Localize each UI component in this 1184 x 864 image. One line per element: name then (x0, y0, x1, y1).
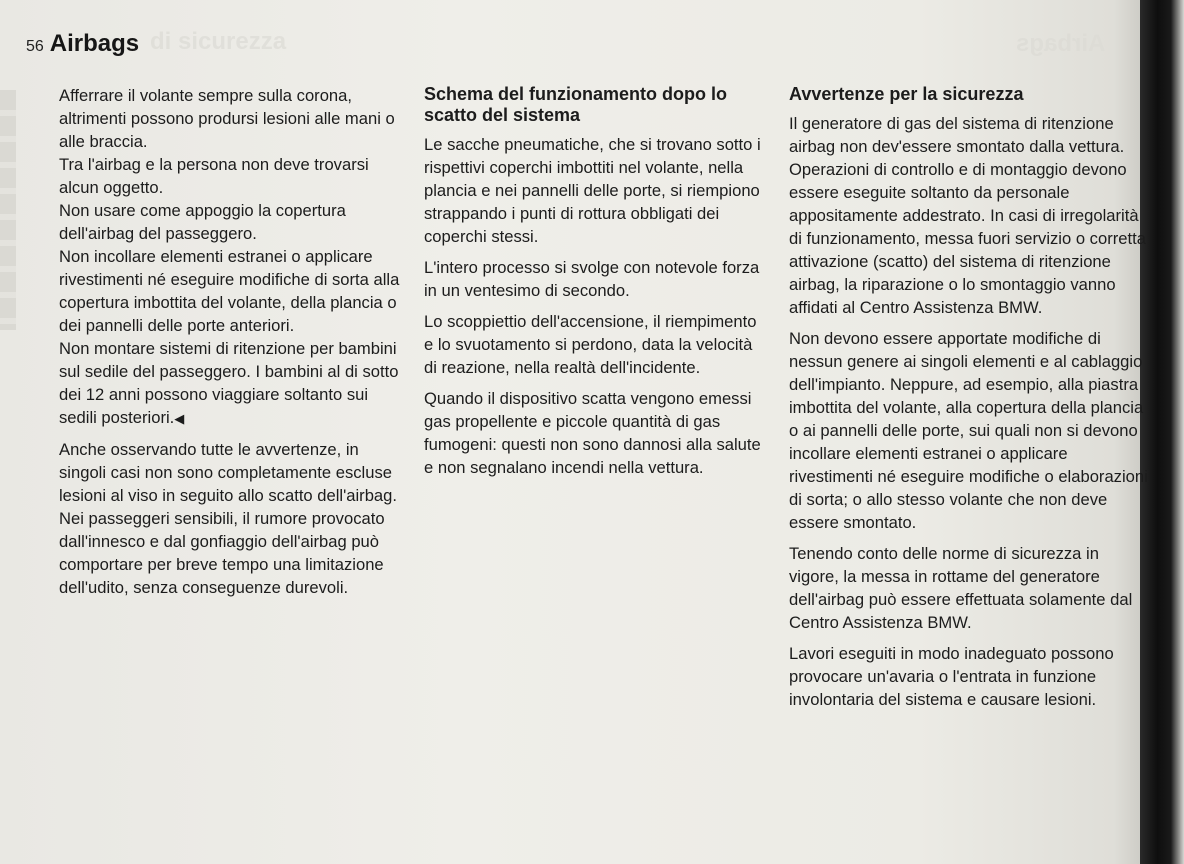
paragraph: Non montare sistemi di ritenzione per bambini sul sedile del passeggero. I bambini al di sotto dei 12 anni possono viaggiare soltanto sui sedili posteriori. (59, 339, 399, 427)
paragraph-with-end-marker (59, 337, 409, 430)
column-left (59, 84, 409, 607)
paragraph: Le sacche pneumatiche, che si trovano sotto i rispettivi coperchi imbottiti nel volante, nella plancia e nei pannelli delle porte, si riempiono strappando i punti di rottura obbligati dei coperchi stessi. (424, 135, 761, 246)
paragraph: L'intero processo si svolge con notevole forza in un ventesimo di secondo. (424, 258, 760, 300)
column-middle (424, 84, 769, 487)
paragraph: Anche osservando tutte le avvertenze, in singoli casi non sono completamente escluse lesioni al viso in seguito allo scatto dell'airbag. Nei passeggeri sensibili, il rumore provocato dall'innesco e dal gonfiaggio dell'airbag può comportare per breve tempo una limitazione dell'udito, senza conseguenze durevoli. (59, 440, 398, 597)
section-heading: Schema del funzionamento dopo lo scatto del sistema (424, 84, 728, 125)
left-thumb-tabs (0, 90, 16, 330)
paragraph: Tenendo conto delle norme di sicurezza in vigore, la messa in rottame del generatore dell'airbag può essere effettuata solamente dal Centro Assistenza BMW. (789, 544, 1133, 632)
column-right (789, 84, 1149, 719)
paragraph: Non devono essere apportate modifiche di nessun genere ai singoli elementi e al cablaggio dell'impianto. Neppure, ad esempio, alla piastra imbottita del volante, alla copertura della plancia o ai pannelli delle porte, sui quali non si devono incollare elementi estranei o applicare rivestimenti né eseguire modifiche o elaborazioni di sorta; o allo stesso volante che non deve essere smontato. (789, 329, 1148, 532)
paragraph: Lavori eseguiti in modo inadeguato possono provocare un'avaria o l'entrata in funzione involontaria del sistema e causare lesioni. (789, 644, 1114, 709)
paragraph: Non usare come appoggio la copertura dell'airbag del passeggero. (59, 201, 346, 243)
page-header (26, 30, 139, 66)
end-of-warning-icon: ◀ (174, 411, 185, 426)
paragraph: Afferrare il volante sempre sulla corona, altrimenti possono prodursi lesioni alle mani o alle braccia. (59, 86, 395, 151)
page-number: 56 (26, 38, 44, 55)
ghost-heading-left: di sicurezza (150, 28, 287, 55)
page-title: Airbags (49, 30, 140, 57)
paragraph: Tra l'airbag e la persona non deve trovarsi alcun oggetto. (59, 155, 369, 197)
section-heading: Avvertenze per la sicurezza (789, 84, 1024, 104)
paragraph: Quando il dispositivo scatta vengono emessi gas propellente e piccole quantità di gas fumogeni: questi non sono dannosi alla salute e non segnalano incendi nella vettura. (424, 389, 761, 477)
ghost-heading-right: Airbags (1016, 30, 1106, 57)
paragraph: Non incollare elementi estranei o applicare rivestimenti né eseguire modifiche di sorta alla copertura imbottita del volante, della plancia o dei pannelli delle porte anteriori. (59, 247, 400, 335)
paragraph: Lo scoppiettio dell'accensione, il riempimento e lo svuotamento si perdono, data la velocità di reazione, nella realtà dell'incidente. (424, 312, 757, 377)
paragraph: Il generatore di gas del sistema di ritenzione airbag non dev'essere smontato dalla vettura. Operazioni di controllo e di montaggio devono essere eseguite soltanto da personale appositamente addestrato. In casi di irregolarità di funzionamento, messa fuori servizio o corretta attivazione (scatto) del sistema di ritenzione airbag, la riparazione o lo smontaggio vanno affidati al Centro Assistenza BMW. (789, 114, 1146, 317)
